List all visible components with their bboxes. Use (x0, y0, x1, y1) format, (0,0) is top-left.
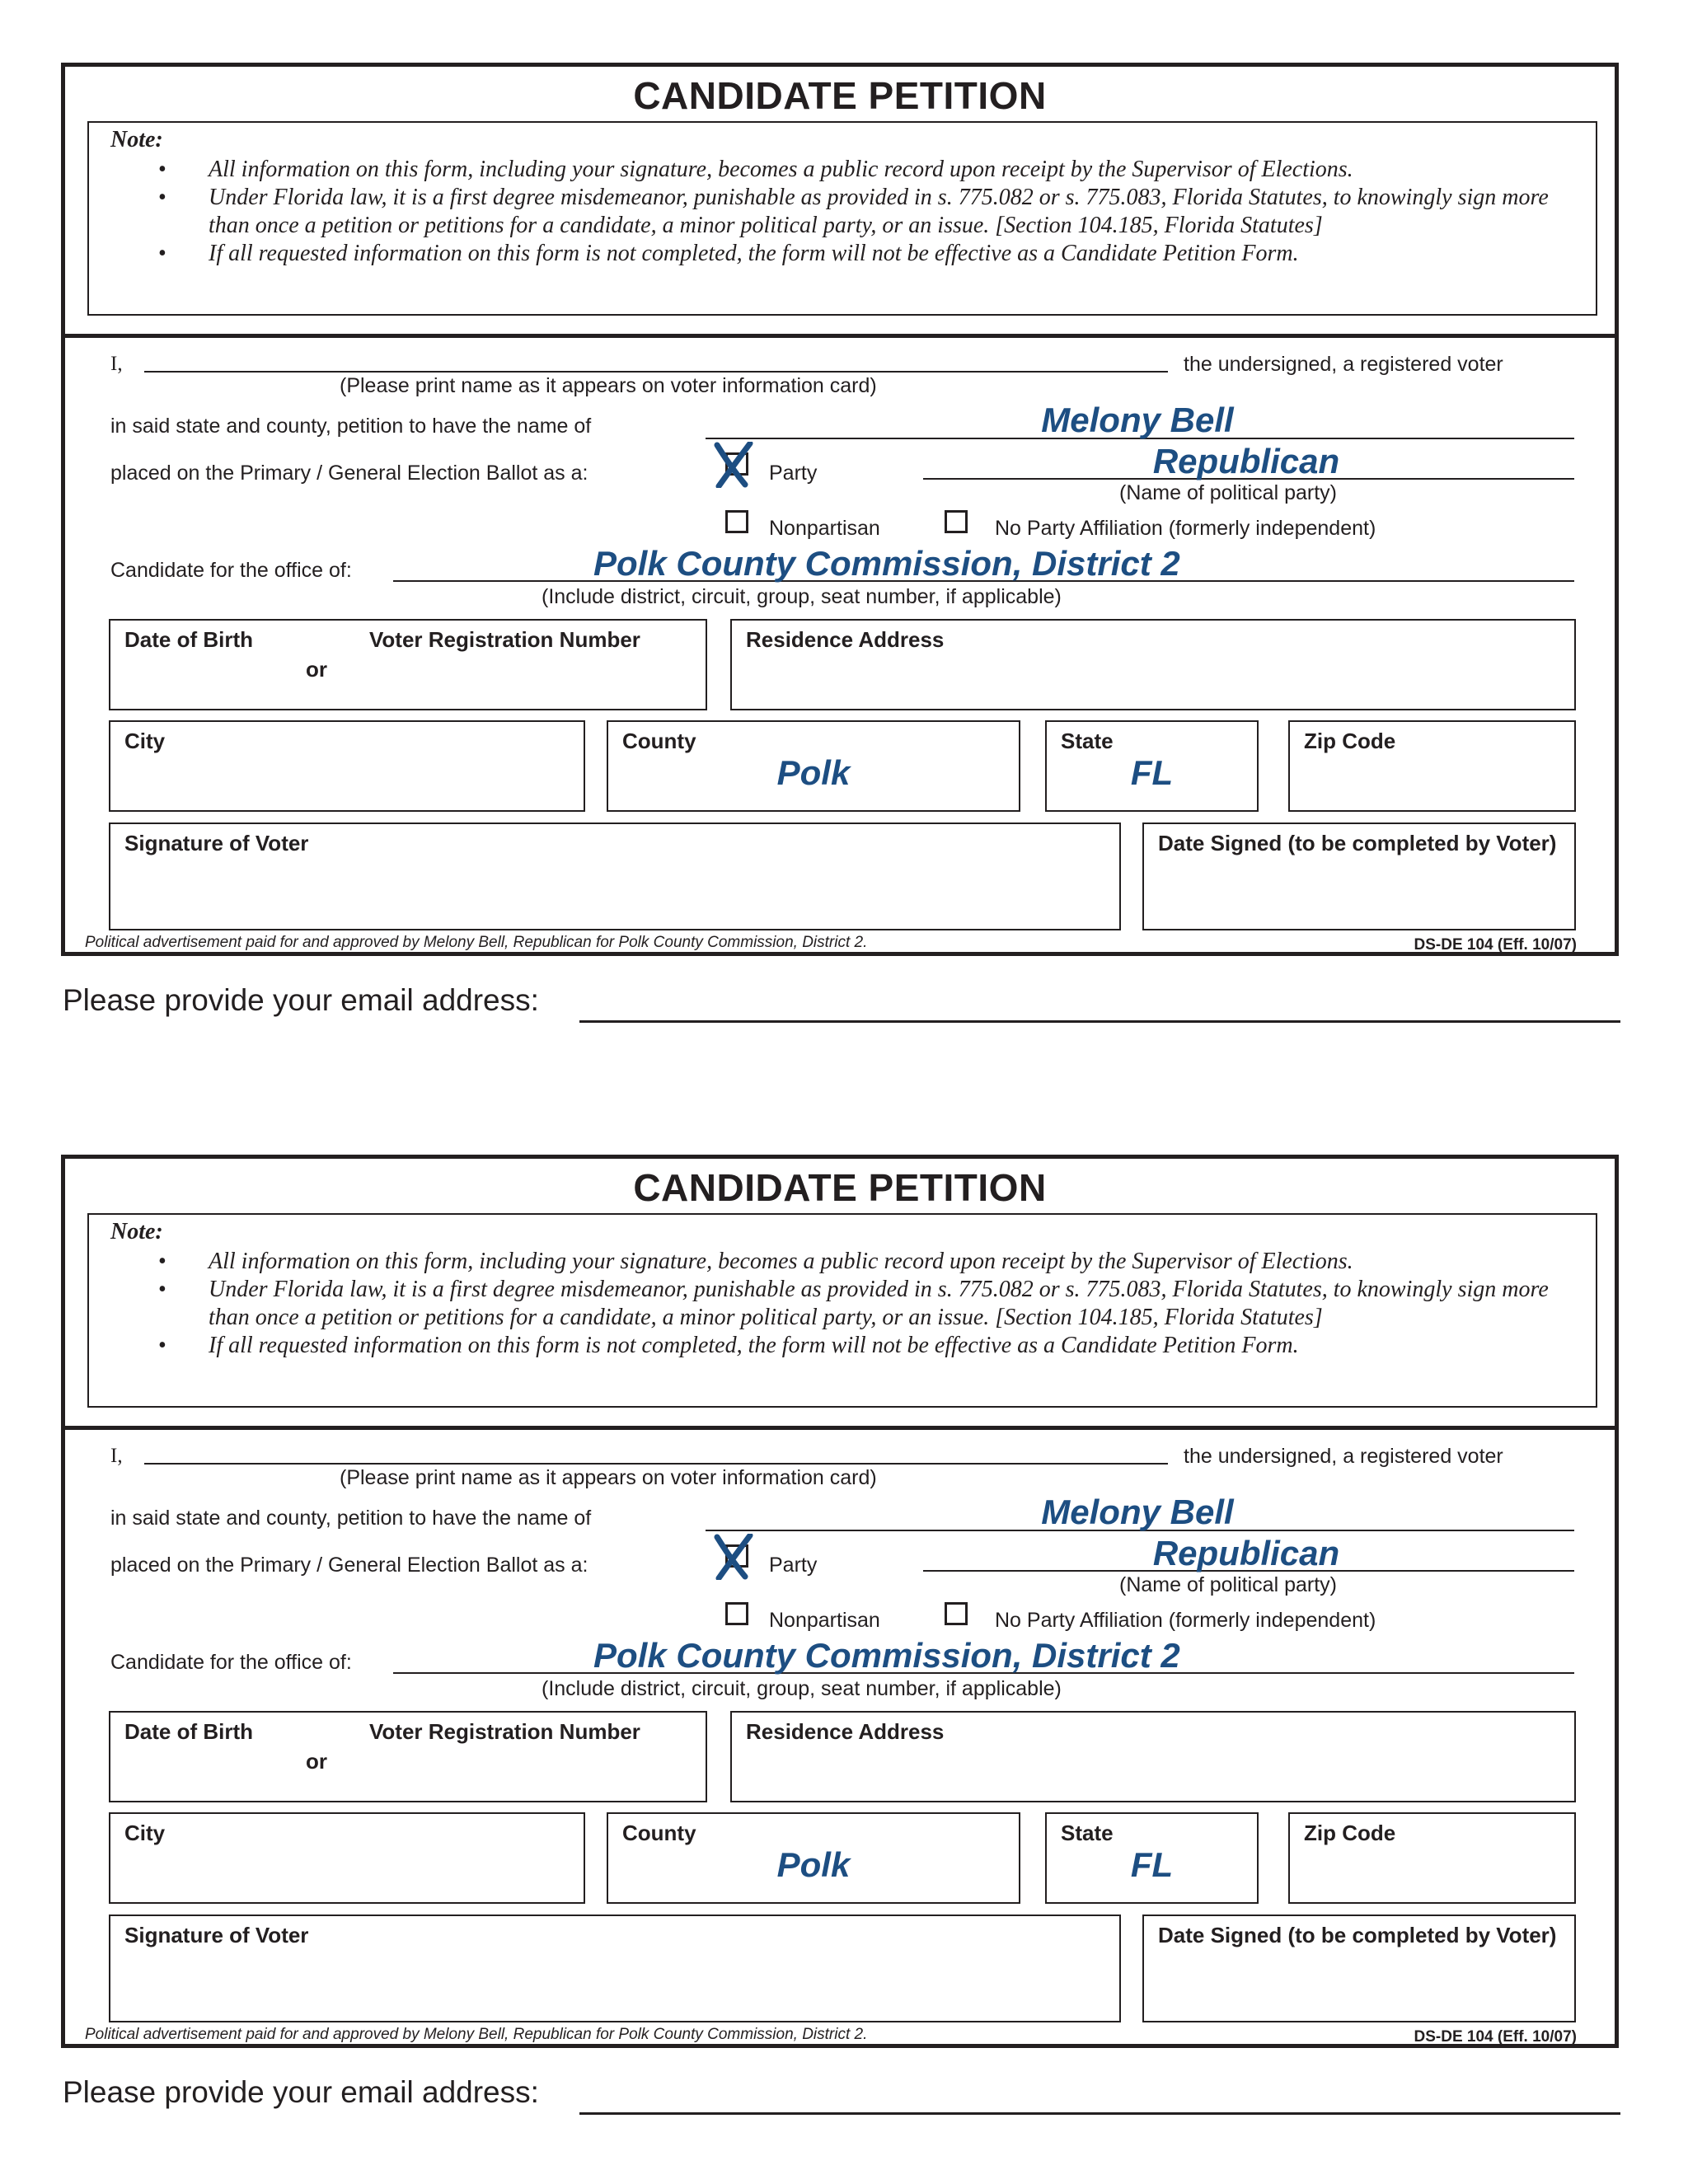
signature-field[interactable] (109, 823, 1121, 930)
candidate-name: Melony Bell (1041, 401, 1234, 439)
section-divider (65, 1426, 1615, 1430)
voter-reg-label: Voter Registration Number (369, 627, 640, 652)
nonpartisan-label: Nonpartisan (769, 1609, 880, 1632)
office-caption: (Include district, circuit, group, seat number, if applicable) (542, 585, 1062, 608)
note-item: • If all requested information on this form is not completed, the form will not be effective as a Candidate Petition Form. (158, 1333, 1299, 1358)
undersigned-text: the undersigned, a registered voter (1184, 353, 1503, 376)
email-prompt: Please provide your email address: (63, 983, 539, 1017)
note-label: Note: (110, 127, 163, 152)
party-option-label: Party (769, 462, 818, 485)
state-label: State (1061, 729, 1114, 753)
form-number: DS-DE 104 (Eff. 10/07) (1414, 936, 1577, 954)
voter-reg-label: Voter Registration Number (369, 1719, 640, 1744)
city-label: City (124, 1821, 166, 1845)
or-label: or (306, 1749, 327, 1774)
signature-label: Signature of Voter (124, 1923, 309, 1947)
placed-on-text: placed on the Primary / General Election Ballot as a: (110, 462, 588, 485)
note-box (87, 1213, 1597, 1408)
party-option-label: Party (769, 1554, 818, 1577)
npa-label: No Party Affiliation (formerly independent) (995, 1609, 1376, 1632)
disclaimer: Political advertisement paid for and approved by Melony Bell, Republican for Polk County Commission, District 2. (85, 2026, 868, 2043)
party-name: Republican (1152, 442, 1340, 480)
email-input-line[interactable] (579, 2112, 1620, 2115)
office-label: Candidate for the office of: (110, 559, 352, 582)
office-value: Polk County Commission, District 2 (593, 1636, 1180, 1675)
in-said-state-text: in said state and county, petition to have the name of (110, 415, 592, 438)
note-label: Note: (110, 1219, 163, 1244)
note-list (89, 156, 1596, 268)
petition-title: CANDIDATE PETITION (633, 1166, 1047, 1209)
npa-checkbox[interactable] (945, 1602, 968, 1625)
note-item: • If all requested information on this form is not completed, the form will not be effective as a Candidate Petition Form. (158, 241, 1299, 266)
date-signed-field[interactable] (1142, 823, 1576, 930)
npa-checkbox[interactable] (945, 510, 968, 533)
checkmark-x-icon (714, 1534, 753, 1580)
city-field[interactable] (109, 720, 585, 812)
signature-field[interactable] (109, 1915, 1121, 2022)
office-value: Polk County Commission, District 2 (593, 544, 1180, 583)
state-field[interactable] (1045, 1812, 1259, 1904)
note-box (87, 121, 1597, 316)
in-said-state-text: in said state and county, petition to have the name of (110, 1507, 592, 1530)
dob-voter-reg-field[interactable] (109, 1711, 707, 1802)
placed-on-text: placed on the Primary / General Election Ballot as a: (110, 1554, 588, 1577)
nonpartisan-checkbox[interactable] (725, 1602, 748, 1625)
dob-label: Date of Birth (124, 1719, 253, 1744)
residence-label: Residence Address (746, 627, 945, 652)
state-label: State (1061, 1821, 1114, 1845)
office-caption: (Include district, circuit, group, seat number, if applicable) (542, 1677, 1062, 1700)
office-label: Candidate for the office of: (110, 1651, 352, 1674)
county-field[interactable] (607, 1812, 1020, 1904)
or-label: or (306, 657, 327, 682)
voter-name-line[interactable] (144, 371, 1168, 373)
date-signed-field[interactable] (1142, 1915, 1576, 2022)
nonpartisan-checkbox[interactable] (725, 510, 748, 533)
party-caption: (Name of political party) (1119, 481, 1337, 504)
i-label: I, (110, 353, 123, 375)
candidate-name: Melony Bell (1041, 1493, 1234, 1531)
party-caption: (Name of political party) (1119, 1573, 1337, 1596)
residence-address-field[interactable] (730, 1711, 1576, 1802)
undersigned-text: the undersigned, a registered voter (1184, 1445, 1503, 1468)
county-label: County (622, 729, 696, 753)
dob-label: Date of Birth (124, 627, 253, 652)
county-value: Polk (776, 753, 851, 792)
city-label: City (124, 729, 166, 753)
note-item: • All information on this form, including your signature, becomes a public record upon receipt by the Supervisor of Elections. (158, 1249, 1353, 1274)
voter-name-line[interactable] (144, 1463, 1168, 1465)
zip-field[interactable] (1288, 1812, 1576, 1904)
residence-label: Residence Address (746, 1719, 945, 1744)
state-value: FL (1130, 1845, 1174, 1884)
county-label: County (622, 1821, 696, 1845)
zip-label: Zip Code (1304, 729, 1396, 753)
county-value: Polk (776, 1845, 851, 1884)
form-number: DS-DE 104 (Eff. 10/07) (1414, 2028, 1577, 2046)
print-name-caption: (Please print name as it appears on voter information card) (340, 374, 877, 397)
disclaimer: Political advertisement paid for and approved by Melony Bell, Republican for Polk County Commission, District 2. (85, 934, 868, 951)
note-item: • Under Florida law, it is a first degree misdemeanor, punishable as provided in s. 775.082 or s. 775.083, Florida Statutes, to knowingly sign more than once a petition or petitions for a candidate, a minor political party, or an issue. [Section 104.185, Florida Statutes] (158, 185, 1549, 238)
i-label: I, (110, 1445, 123, 1467)
party-name: Republican (1152, 1534, 1340, 1572)
note-item: • Under Florida law, it is a first degree misdemeanor, punishable as provided in s. 775.082 or s. 775.083, Florida Statutes, to knowingly sign more than once a petition or petitions for a candidate, a minor political party, or an issue. [Section 104.185, Florida Statutes] (158, 1277, 1549, 1330)
residence-address-field[interactable] (730, 619, 1576, 710)
county-field[interactable] (607, 720, 1020, 812)
nonpartisan-label: Nonpartisan (769, 517, 880, 540)
petition-form-2 (0, 1092, 1688, 2184)
checkmark-x-icon (714, 442, 753, 488)
npa-label: No Party Affiliation (formerly independent) (995, 517, 1376, 540)
zip-field[interactable] (1288, 720, 1576, 812)
note-list (89, 1248, 1596, 1360)
state-value: FL (1130, 753, 1174, 792)
email-prompt: Please provide your email address: (63, 2075, 539, 2109)
state-field[interactable] (1045, 720, 1259, 812)
email-input-line[interactable] (579, 1020, 1620, 1023)
signature-label: Signature of Voter (124, 831, 309, 855)
section-divider (65, 334, 1615, 338)
city-field[interactable] (109, 1812, 585, 1904)
note-item: • All information on this form, including your signature, becomes a public record upon receipt by the Supervisor of Elections. (158, 157, 1353, 182)
date-signed-label: Date Signed (to be completed by Voter) (1158, 1923, 1557, 1947)
dob-voter-reg-field[interactable] (109, 619, 707, 710)
zip-label: Zip Code (1304, 1821, 1396, 1845)
date-signed-label: Date Signed (to be completed by Voter) (1158, 831, 1557, 855)
print-name-caption: (Please print name as it appears on voter information card) (340, 1466, 877, 1489)
petition-title: CANDIDATE PETITION (633, 74, 1047, 117)
